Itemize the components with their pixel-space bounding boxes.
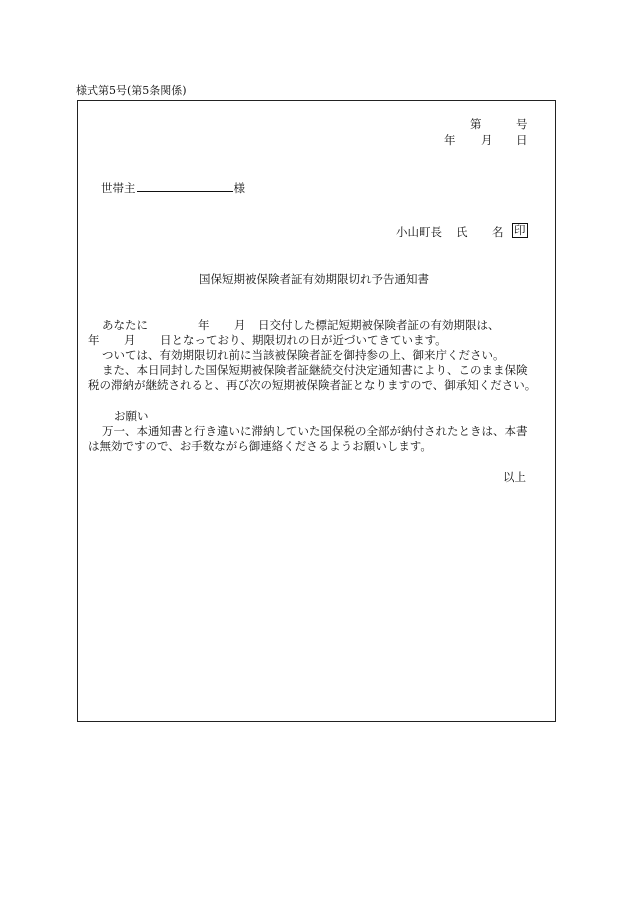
date-year: 年	[444, 133, 456, 147]
body-p1-month: 月	[234, 318, 246, 332]
date-day: 日	[516, 133, 528, 147]
addressee-suffix: 様	[233, 181, 245, 195]
date-month: 月	[481, 133, 493, 147]
body-p1-b: 日交付した標記短期被保険者証の有効期限は、	[258, 318, 500, 332]
number-dai: 第	[470, 117, 482, 131]
sender-title: 小山町長	[396, 225, 442, 239]
sender-name-label-1: 氏	[456, 225, 468, 239]
body-p3-line2: 税の滞納が継続されると、再び次の短期被保険者証となりますので、御承知ください。	[88, 378, 537, 392]
request-heading: お願い	[114, 409, 149, 423]
body-p1-c: 日となっており、期限切れの日が近づいてきています。	[160, 333, 447, 347]
number-go: 号	[516, 117, 528, 131]
body-p1-year: 年	[198, 318, 210, 332]
document-title: 国保短期被保険者証有効期限切れ予告通知書	[199, 272, 429, 286]
addressee	[101, 179, 245, 196]
body-p3-line1: また、本日同封した国保短期被保険者証継続交付決定通知書により、このまま保険	[102, 363, 528, 377]
addressee-name-blank	[137, 179, 233, 192]
body-p2: ついては、有効期限切れ前に当該被保険者証を御持参の上、御来庁ください。	[102, 348, 505, 362]
addressee-prefix: 世帯主	[101, 181, 136, 195]
body-p1-year2: 年	[88, 333, 100, 347]
request-line2: は無効ですので、お手数ながら御連絡くださるようお願いします。	[88, 439, 432, 453]
body-p1-a: あなたに	[102, 318, 148, 332]
body-p1-month2: 月	[124, 333, 136, 347]
request-line1: 万一、本通知書と行き違いに滞納していた国保税の全部が納付されたときは、本書	[102, 424, 528, 438]
closing: 以上	[503, 470, 526, 484]
sender-name-label-2: 名	[492, 225, 504, 239]
seal-mark: 印	[514, 223, 526, 237]
form-label: 様式第5号(第5条関係)	[76, 84, 187, 97]
